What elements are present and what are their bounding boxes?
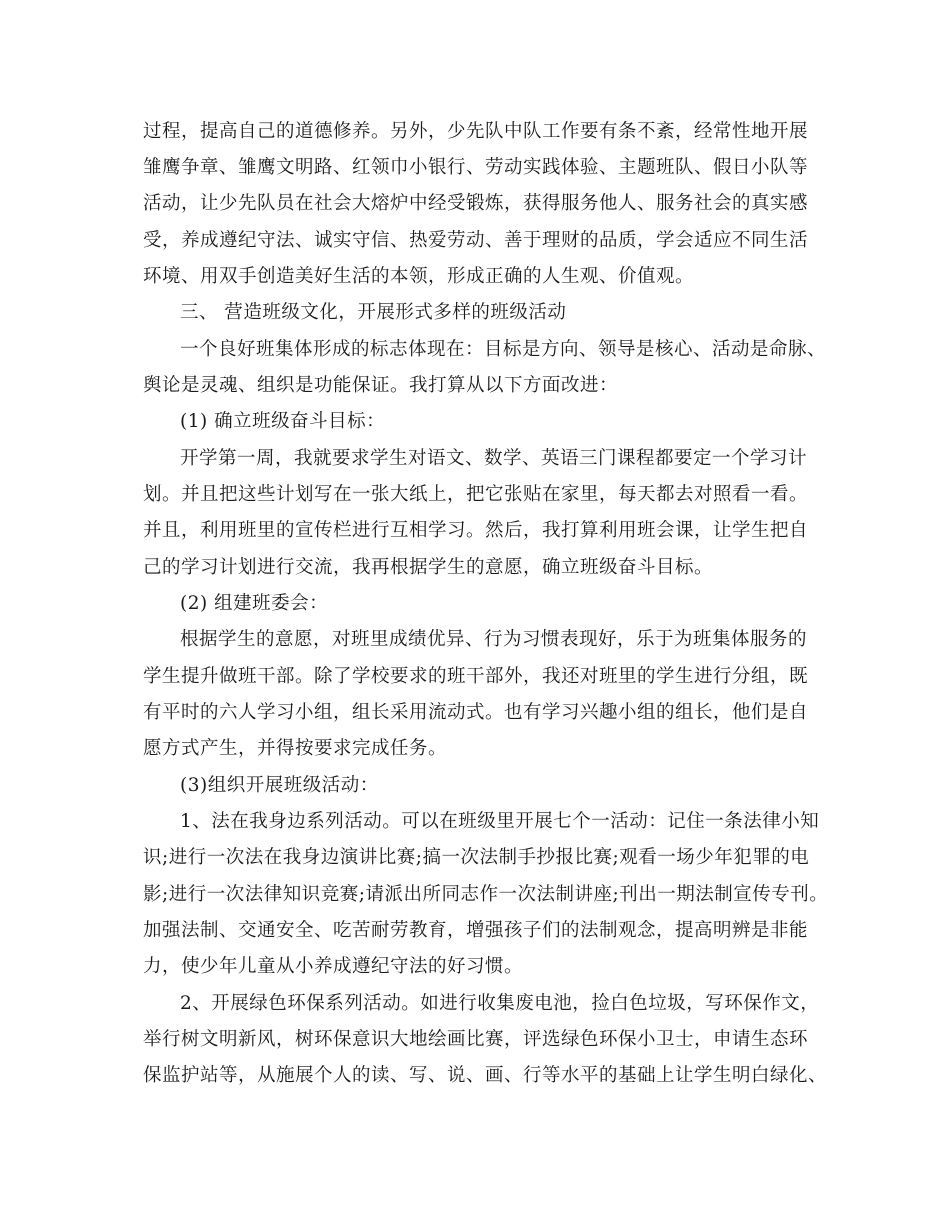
text-line: 己的学习计划进行交流，我再根据学生的意愿，确立班级奋斗目标。: [143, 557, 714, 578]
subheading: (3)组织开展班级活动：: [180, 775, 379, 796]
text-line: 加强法制、交通安全、吃苦耐劳教育，增强孩子们的法制观念，提高明辨是非能: [143, 920, 809, 941]
text-line: 2、开展绿色环保系列活动。如进行收集废电池，捡白色垃圾，写环保作文，: [180, 993, 820, 1014]
subheading: (2) 组建班委会：: [180, 593, 329, 614]
text-line: 1、法在我身边系列活动。可以在班级里开展七个一活动：记住一条法律小知: [180, 811, 820, 832]
text-line: 保监护站等，从施展个人的读、写、说、画、行等水平的基础上让学生明白绿化、: [143, 1065, 828, 1086]
subheading: (1) 确立班级奋斗目标：: [180, 411, 386, 432]
text-line: 并且，利用班里的宣传栏进行互相学习。然后，我打算利用班会课，让学生把自: [143, 520, 809, 541]
section-heading: 三、 营造班级文化，开展形式多样的班级活动: [180, 302, 567, 323]
text-line: 开学第一周，我就要求学生对语文、数学、英语三门课程都要定一个学习计: [180, 448, 808, 469]
text-line: 识;进行一次法在我身边演讲比赛;搞一次法制手抄报比赛;观看一场少年犯罪的电: [143, 847, 810, 868]
text-line: 舆论是灵魂、组织是功能保证。我打算从以下方面改进：: [143, 375, 619, 396]
text-line: 影;进行一次法律知识竞赛;请派出所同志作一次法制讲座;刊出一期法制宣传专刊。: [143, 884, 829, 905]
text-line: 学生提升做班干部。除了学校要求的班干部外，我还对班里的学生进行分组，既: [143, 666, 809, 687]
text-line: 过程，提高自己的道德修养。另外，少先队中队工作要有条不紊，经常性地开展: [143, 121, 809, 142]
text-line: 有平时的六人学习小组，组长采用流动式。也有学习兴趣小组的组长，他们是自: [143, 702, 809, 723]
text-line: 雏鹰争章、雏鹰文明路、红领巾小银行、劳动实践体验、主题班队、假日小队等: [143, 157, 809, 178]
text-line: 划。并且把这些计划写在一张大纸上，把它张贴在家里，每天都去对照看一看。: [143, 484, 809, 505]
text-line: 举行树文明新风，树环保意识大地绘画比赛，评选绿色环保小卫士，申请生态环: [143, 1029, 809, 1050]
text-line: 活动，让少先队员在社会大熔炉中经受锻炼，获得服务他人、服务社会的真实感: [143, 193, 809, 214]
text-line: 根据学生的意愿，对班里成绩优异、行为习惯表现好，乐于为班集体服务的: [180, 629, 808, 650]
text-line: 受，养成遵纪守法、诚实守信、热爱劳动、善于理财的品质，学会适应不同生活: [143, 230, 809, 251]
text-line: 一个良好班集体形成的标志体现在：目标是方向、领导是核心、活动是命脉、: [180, 339, 827, 360]
text-line: 力，使少年儿童从小养成遵纪守法的好习惯。: [143, 956, 524, 977]
text-line: 环境、用双手创造美好生活的本领，形成正确的人生观、价值观。: [143, 266, 695, 287]
text-line: 愿方式产生，并得按要求完成任务。: [143, 738, 448, 759]
